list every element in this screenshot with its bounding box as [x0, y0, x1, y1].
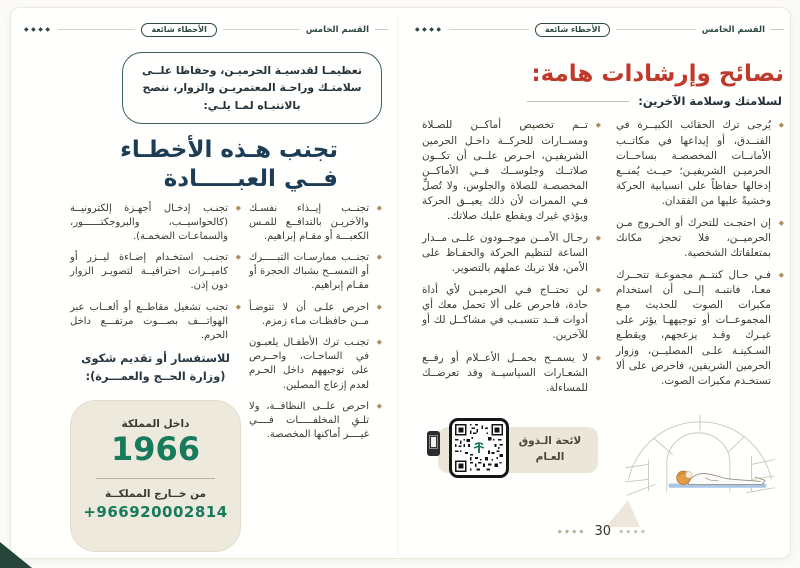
- bullet-item: ◆ لا يسمــح بحمــل الأعــلام أو رفــع الشعـارات السياسيــة وقد تعرضــك للمساءلة.: [422, 351, 601, 396]
- page-number: 30: [594, 524, 612, 539]
- outside-kingdom-label: من خــارج المملكــة: [104, 488, 207, 501]
- column-right: [249, 202, 382, 450]
- phone-box: [70, 400, 241, 552]
- column-left: [70, 202, 241, 552]
- bullet-item: ◆ تــم تخصيص أماكــن للصـلاة ومســارات للحركــة داخـل الحرمين الشريفيـن، احـرص علــى أن تكــون صلاتــك وجلوســك فــي الأماكــن المخصصـة للصلاة والجلوس، ولا تُصلِّ فـي الممرات لأن ذلك يعيــق الحركة ويؤذي غيرك ويقطع عليك صلاتك.: [422, 118, 601, 224]
- inside-kingdom-label: داخل المملكة: [121, 418, 190, 431]
- page-header: [415, 22, 784, 37]
- section-title-line2: فــي العبـــــادة: [163, 165, 338, 192]
- chapter-badge: الأخطاء شائعة: [535, 23, 610, 37]
- page-fold: [397, 16, 401, 554]
- right-page: [405, 14, 790, 556]
- tips-list-right: [616, 118, 784, 388]
- divider: [96, 478, 215, 479]
- header-rule: [223, 29, 300, 30]
- page-header: [24, 22, 388, 37]
- mistakes-list-left: [70, 202, 241, 344]
- bullet-item: ◆ تجنــب ممارسـات التبـــــرك أو التمســح بشباك الحجرة أو مقـام إبراهيم.: [249, 251, 382, 294]
- bullet-item: ◆ يُرجى ترك الحقائب الكبيــرة في الفنــدق، أو إيداعها في مكاتــب الأمانــات المخصصـة بساحــات الحرميـن الشريفيـن؛ حيــث يُمنــع إدخالها حفاظاً على انسيابية الحركة وخشيةً عليها من الفقدان.: [616, 118, 784, 208]
- page-footer: [558, 524, 648, 539]
- qr-label-line2: العـام: [535, 450, 565, 463]
- qr-block: [422, 418, 601, 498]
- bullet-item: ◆ احرص علــى النظافــة، ولا تلـقِ المخلفـــــات فــــي غيــــر أماكنها المخصصة.: [249, 400, 382, 443]
- notice-box: تعظيمـا لقدسيـة الحرميـن، وحفاظا علــى سلامتـك وراحـة المعتمريـن والزوار، ننصح بالانتبـاه لمـا يلـي:: [122, 52, 382, 124]
- bullet-item: ◆ فـي حـال كنتــم مجموعـة تتحــرك معـا، فانتبـه إلــى أن استخدام مكبرات الصوت للحديث مـع المجموعــات أو توجيههـا يؤثر على غيـرك وقـد يزعجهم، ويقطـع السـكينـة علـى المصليــن، وزوار الحرمين الشريفين، فاحرص على ألا تستخـدم مكبرات الصوت.: [616, 268, 784, 389]
- phone-scan-icon: [427, 431, 440, 456]
- inside-kingdom-number: 1966: [110, 430, 201, 469]
- section-label: القسم الخامس: [701, 24, 765, 35]
- bullet-item: ◆ لن تحتــاج فـي الحرميـن لأي أداة حادة، فاحرص على ألا تحمل معك أي أدوات قــد تتسبـب في مشاكــل لك أو للآخرين.: [422, 283, 601, 343]
- column-right: [616, 118, 784, 499]
- header-dash: [771, 29, 784, 30]
- bullet-item: ◆ احرص علـى أن لا تتوضـأ مــن حافظـات مـاء زمزم.: [249, 301, 382, 329]
- diamond-ornament: ◆◆◆◆: [24, 26, 53, 33]
- column-left: [422, 118, 601, 497]
- tunnel-sleeping-illustration: [616, 398, 784, 496]
- bullet-item: ◆ تجنب تشغيل مقاطــع أو ألعــاب عبر الهواتـــف بصـــوت مرتفـــع داخل الحرم.: [70, 301, 241, 344]
- mistakes-list-right: [249, 202, 382, 443]
- chapter-badge: الأخطاء شائعة: [141, 23, 216, 37]
- section-title: [26, 136, 338, 192]
- footer-diamonds-right: ◆◆◆◆: [619, 528, 648, 535]
- contact-heading-line1: للاستفسار أو تقديم شكوى: [81, 352, 230, 366]
- left-page: [14, 14, 394, 556]
- outside-kingdom-number: +966920002814: [83, 503, 228, 522]
- bullet-item: ◆ تجنـب إدخـال أجهـزة إلكترونيــة (كالحواسيــب، والبروجكتــــــور، والسماعـات الضخمـة).: [70, 202, 241, 245]
- header-dash: [375, 29, 388, 30]
- bullet-item: ◆ رجـال الأمــن موجــودون علــى مــدار الساعة لتنظيم الحركة والحفـاظ على الأمن، فلا تربك عملهم بالتصوير.: [422, 231, 601, 276]
- header-rule: [616, 29, 695, 30]
- section-title-line1: تجنب هـذه الأخطـاء: [120, 137, 338, 164]
- section-label: القسم الخامس: [305, 24, 369, 35]
- header-rule: [449, 29, 528, 30]
- footer-diamonds-left: ◆◆◆◆: [557, 528, 587, 535]
- contact-heading: [70, 350, 241, 385]
- bullet-item: ◆ تجنـب استخـدام إضـاءة ليــزر أو كاميــرات احترافيــة لتصويـر الزوار دون إذن.: [70, 251, 241, 294]
- bullet-item: ◆ تجنـب ترك الأطفـال يلعبـون في الساحـات، واحــرص على توجيههم داخل الحـرم لعدم إزعاج المصلين.: [249, 336, 382, 393]
- diamond-ornament: ◆◆◆◆: [415, 26, 444, 33]
- tips-list-left: [422, 118, 601, 395]
- bullet-item: ◆ تجنــب إيــذاء نفسـك والآخريـن بالتدافــع للمـس الكعبـــة أو مقـام إبراهيم.: [249, 202, 382, 245]
- page-subtitle: لسلامتك وسلامة الآخرين:: [638, 94, 782, 109]
- page-curl: [606, 500, 640, 527]
- contact-heading-line2: (وزارة الحــج والعمـــرة):: [85, 369, 226, 383]
- bullet-item: ◆ إن احتجـت للتحرك أو الخـروج مـن الحرميــن، فلا تحجز مكانك بمتعلقاتك الشخصية.: [616, 216, 784, 261]
- qr-label-line1: لائحة الـذوق: [518, 435, 582, 448]
- page-title: نصائح وإرشادات هامة:: [531, 61, 784, 87]
- qr-code: [449, 418, 509, 478]
- header-rule: [58, 29, 135, 30]
- subtitle-rule: [527, 101, 629, 102]
